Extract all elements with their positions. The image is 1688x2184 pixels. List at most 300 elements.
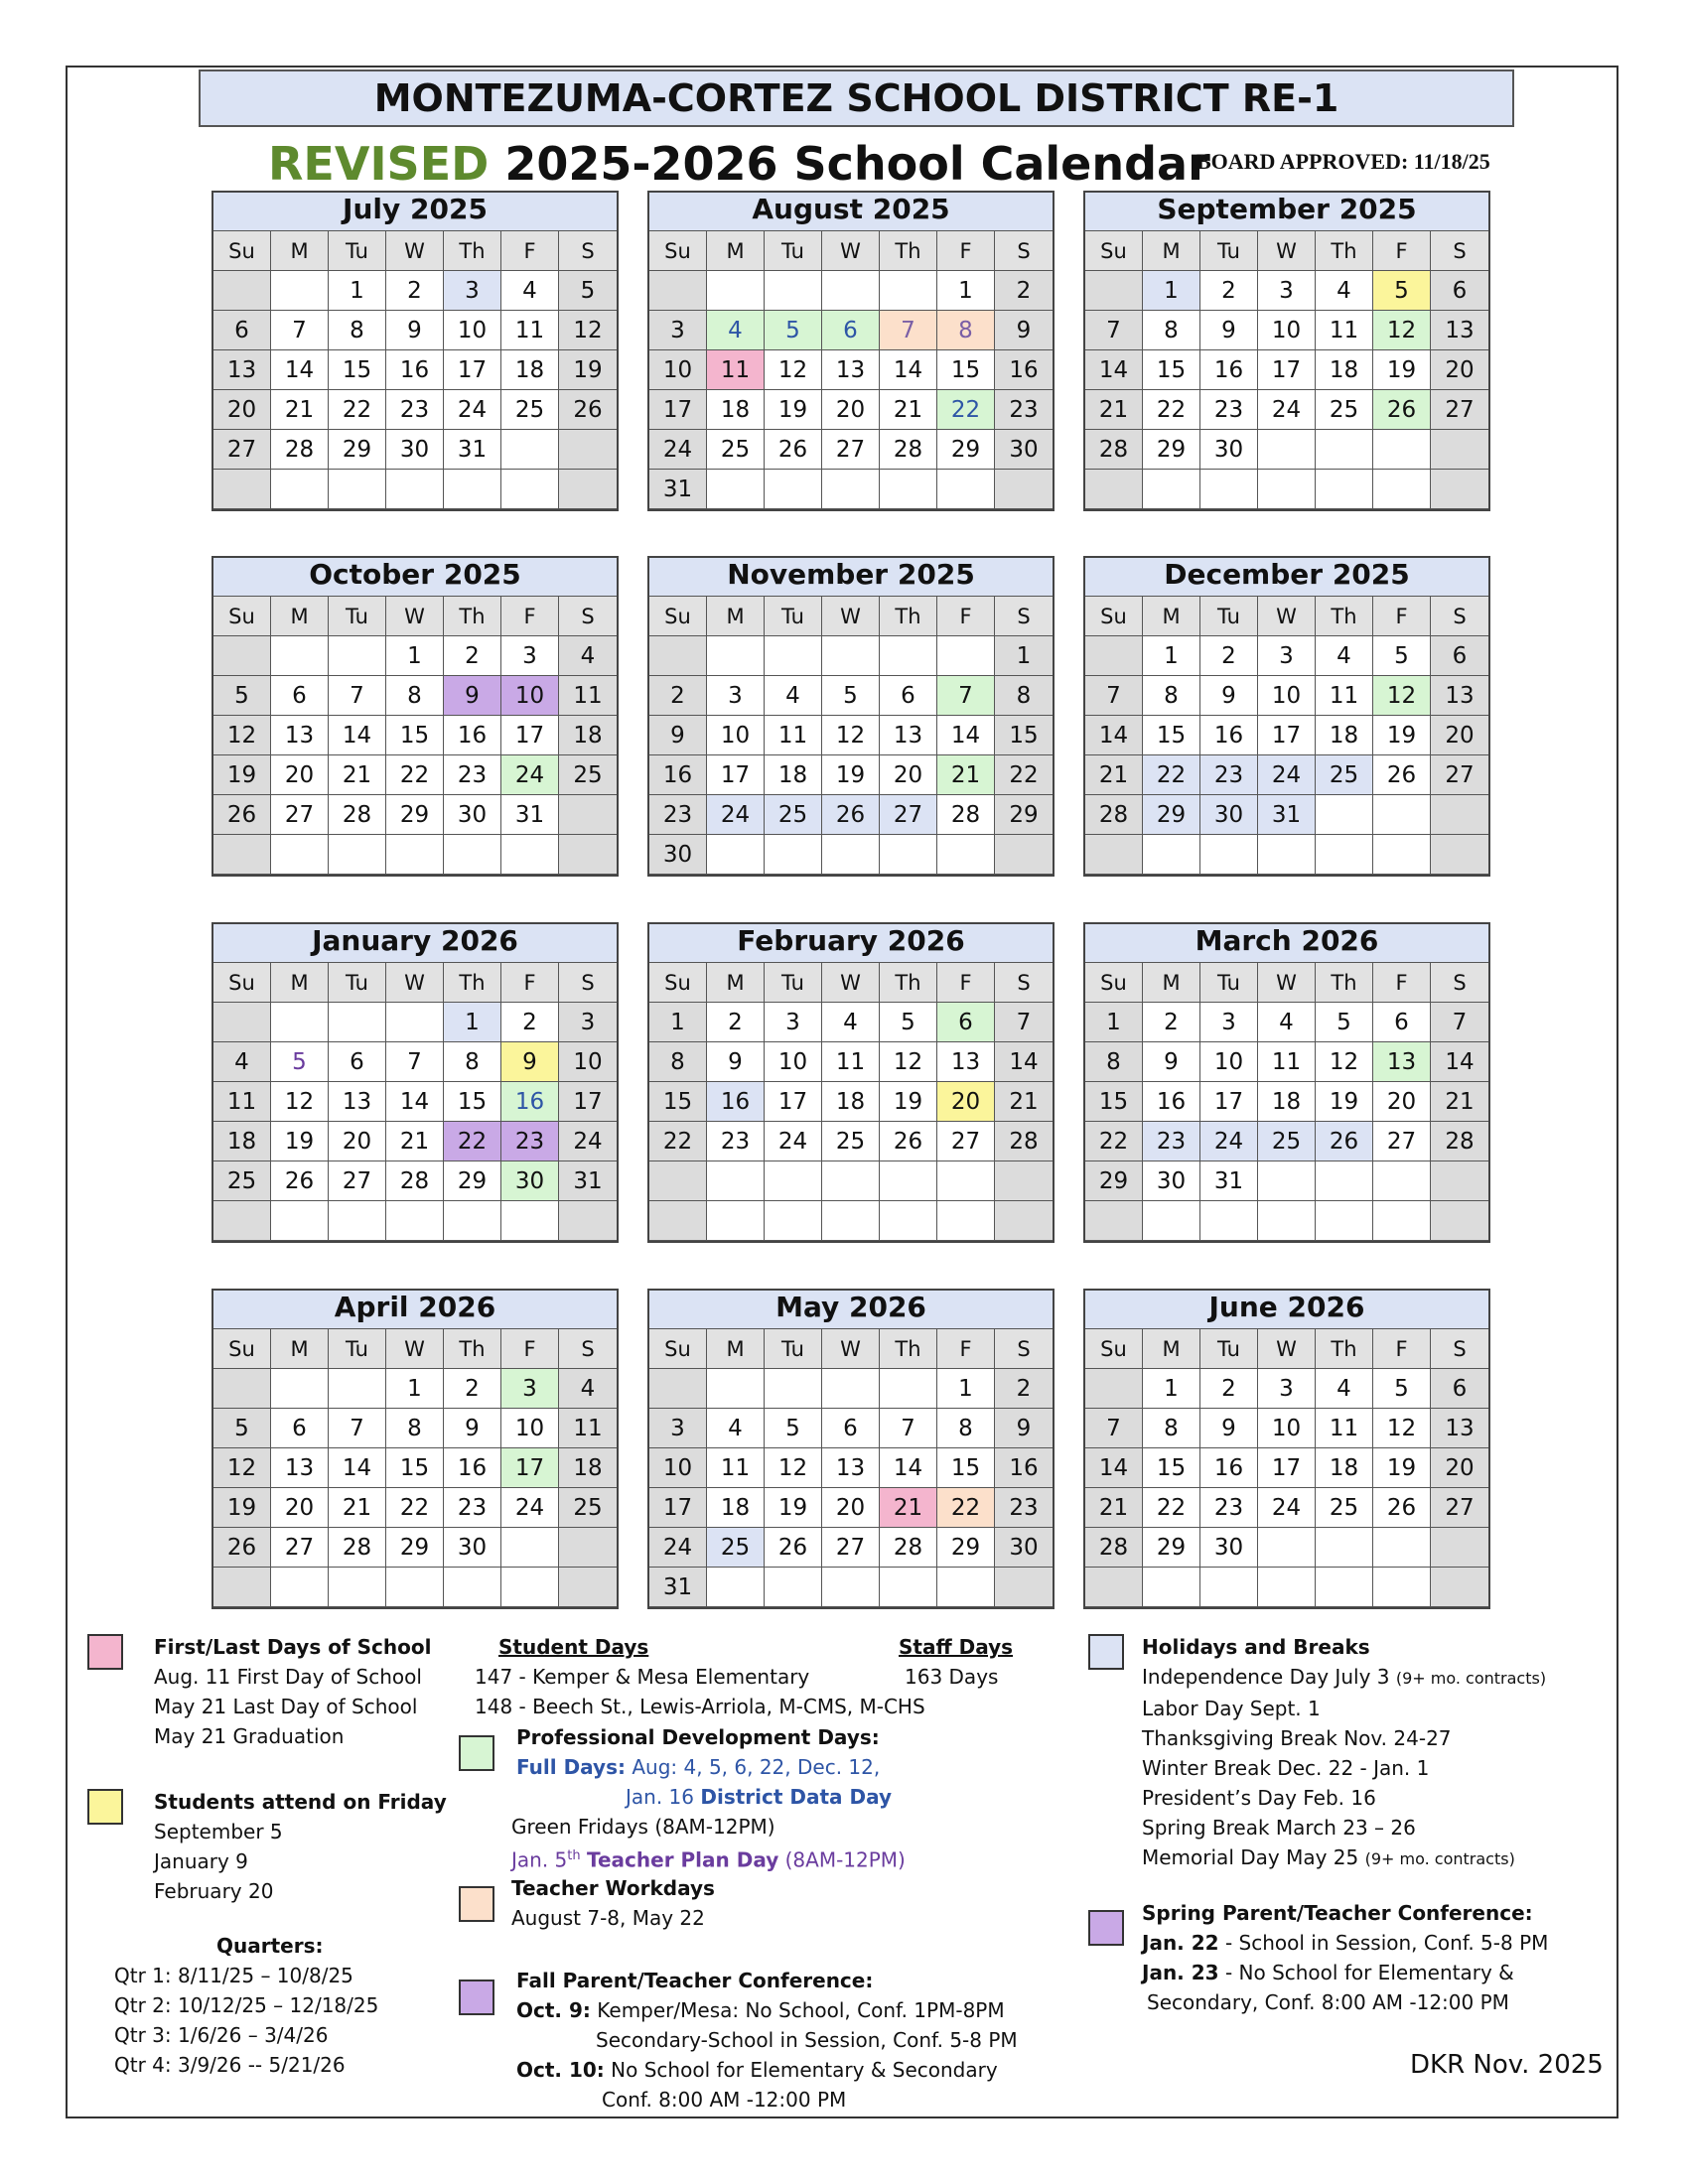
calendar-day: 6	[271, 676, 329, 716]
calendar-day: 26	[213, 795, 271, 835]
calendar-day: 24	[1258, 1488, 1316, 1528]
calendar-day: 31	[649, 1568, 707, 1607]
holiday-line: Winter Break Dec. 22 - Jan. 1	[1142, 1756, 1430, 1780]
calendar-day: 18	[1316, 350, 1373, 390]
holiday-line: Thanksgiving Break Nov. 24-27	[1142, 1726, 1452, 1750]
weekday-header: M	[271, 1329, 329, 1369]
calendar-day: 10	[444, 311, 501, 350]
weekday-header: S	[559, 231, 617, 271]
calendar-day: 22	[1085, 1122, 1143, 1161]
calendar-day: 10	[1258, 311, 1316, 350]
weekday-header: S	[1431, 597, 1488, 636]
calendar-empty-cell	[937, 835, 995, 875]
calendar-day: 14	[937, 716, 995, 755]
calendar-day: 27	[1431, 755, 1488, 795]
calendar-day: 18	[559, 1448, 617, 1488]
calendar-day: 26	[765, 430, 822, 470]
weekday-header: Th	[444, 597, 501, 636]
students-friday-heading: Students attend on Friday	[154, 1790, 447, 1814]
calendar-day: 29	[444, 1161, 501, 1201]
calendar-day: 7	[271, 311, 329, 350]
calendar-day: 1	[1143, 636, 1200, 676]
calendar-day: 10	[501, 1409, 559, 1448]
calendar-day: 13	[880, 716, 937, 755]
calendar-empty-cell	[995, 1568, 1053, 1607]
legend-staff-days	[899, 1632, 1013, 1692]
calendar-day: 19	[880, 1082, 937, 1122]
calendar-day: 4	[707, 311, 765, 350]
calendar-day: 4	[213, 1042, 271, 1082]
calendar-day: 23	[501, 1122, 559, 1161]
teacher-workdays-heading: Teacher Workdays	[511, 1876, 715, 1900]
calendar-day: 12	[765, 350, 822, 390]
calendar-day: 19	[1373, 716, 1431, 755]
fall-conference-swatch	[459, 1979, 494, 2015]
calendar-empty-cell	[559, 430, 617, 470]
calendar-day: 17	[707, 755, 765, 795]
calendar-day: 20	[271, 1488, 329, 1528]
weekday-header: Tu	[1200, 231, 1258, 271]
calendar-empty-cell	[1431, 1568, 1488, 1607]
month-days-grid	[1085, 963, 1488, 1241]
calendar-day: 13	[271, 716, 329, 755]
calendar-day: 9	[1200, 311, 1258, 350]
legend-spring-conference	[1142, 1898, 1548, 2017]
calendar-day: 21	[329, 1488, 386, 1528]
calendar-day: 8	[386, 676, 444, 716]
calendar-day: 15	[329, 350, 386, 390]
calendar-day: 21	[386, 1122, 444, 1161]
students-friday-line: September 5	[154, 1820, 283, 1843]
calendar-day: 15	[1143, 1448, 1200, 1488]
calendar-empty-cell	[444, 470, 501, 509]
calendar-day: 3	[444, 271, 501, 311]
weekday-header: W	[822, 597, 880, 636]
calendar-empty-cell	[213, 1568, 271, 1607]
calendar-day: 7	[329, 676, 386, 716]
calendar-empty-cell	[213, 1003, 271, 1042]
holidays-heading: Holidays and Breaks	[1142, 1635, 1370, 1659]
calendar-day: 29	[1085, 1161, 1143, 1201]
calendar-day: 23	[995, 390, 1053, 430]
weekday-header: Tu	[329, 231, 386, 271]
calendar-day: 21	[880, 390, 937, 430]
calendar-day: 19	[765, 1488, 822, 1528]
calendar-day: 2	[995, 271, 1053, 311]
weekday-header: M	[1143, 963, 1200, 1003]
calendar-day: 28	[880, 1528, 937, 1568]
calendar-day: 16	[1200, 350, 1258, 390]
weekday-header: S	[995, 1329, 1053, 1369]
calendar-empty-cell	[444, 1568, 501, 1607]
calendar-empty-cell	[1316, 470, 1373, 509]
calendar-day: 20	[1373, 1082, 1431, 1122]
calendar-day: 9	[649, 716, 707, 755]
calendar-day: 7	[880, 311, 937, 350]
legend-teacher-workdays	[511, 1873, 715, 1933]
calendar-day: 22	[1143, 1488, 1200, 1528]
independence-note: (9+ mo. contracts)	[1395, 1669, 1547, 1688]
weekday-header: S	[1431, 963, 1488, 1003]
calendar-empty-cell	[880, 1161, 937, 1201]
staff-days-heading: Staff Days	[899, 1635, 1014, 1659]
calendar-empty-cell	[707, 1161, 765, 1201]
calendar-empty-cell	[880, 1369, 937, 1409]
calendar-day: 7	[880, 1409, 937, 1448]
calendar-day: 18	[765, 755, 822, 795]
quarter-line: Qtr 4: 3/9/26 -- 5/21/26	[114, 2053, 346, 2077]
calendar-empty-cell	[822, 1369, 880, 1409]
calendar-empty-cell	[1316, 1161, 1373, 1201]
calendar-day: 2	[444, 636, 501, 676]
calendar-day: 24	[649, 1528, 707, 1568]
legend-holidays	[1142, 1632, 1546, 1874]
jan23-line2: Secondary, Conf. 8:00 AM -12:00 PM	[1147, 1990, 1509, 2014]
calendar-day: 20	[822, 1488, 880, 1528]
weekday-header: M	[707, 231, 765, 271]
calendar-day: 24	[501, 755, 559, 795]
weekday-header: F	[937, 963, 995, 1003]
calendar-day: 24	[1258, 390, 1316, 430]
calendar-empty-cell	[271, 1201, 329, 1241]
weekday-header: S	[995, 597, 1053, 636]
calendar-day: 20	[1431, 350, 1488, 390]
weekday-header: W	[386, 1329, 444, 1369]
calendar-empty-cell	[213, 470, 271, 509]
weekday-header: S	[995, 231, 1053, 271]
calendar-day: 31	[501, 795, 559, 835]
calendar-day: 3	[501, 1369, 559, 1409]
calendar-empty-cell	[649, 1161, 707, 1201]
calendar-day: 17	[1258, 1448, 1316, 1488]
oct10-label: Oct. 10:	[516, 2058, 605, 2082]
calendar-empty-cell	[444, 835, 501, 875]
calendar-day: 23	[1200, 755, 1258, 795]
calendar-day: 3	[501, 636, 559, 676]
calendar-day: 28	[271, 430, 329, 470]
oct10-line1: No School for Elementary & Secondary	[611, 2058, 998, 2082]
calendar-day: 22	[444, 1122, 501, 1161]
weekday-header: F	[501, 1329, 559, 1369]
memorial-day: Memorial Day May 25	[1142, 1845, 1359, 1869]
calendar-day: 16	[1200, 1448, 1258, 1488]
month-calendar	[1083, 191, 1490, 511]
weekday-header: Su	[649, 231, 707, 271]
calendar-empty-cell	[1085, 636, 1143, 676]
calendar-day: 13	[937, 1042, 995, 1082]
weekday-header: Tu	[765, 597, 822, 636]
calendar-day: 15	[995, 716, 1053, 755]
calendar-day: 6	[880, 676, 937, 716]
calendar-day: 14	[271, 350, 329, 390]
first-last-line: May 21 Graduation	[154, 1724, 345, 1748]
calendar-day: 26	[213, 1528, 271, 1568]
calendar-day: 16	[649, 755, 707, 795]
calendar-day: 1	[1143, 271, 1200, 311]
calendar-day: 14	[995, 1042, 1053, 1082]
green-fridays: Green Fridays (8AM-12PM)	[511, 1815, 775, 1839]
calendar-day: 15	[649, 1082, 707, 1122]
weekday-header: F	[937, 597, 995, 636]
calendar-day: 18	[1316, 1448, 1373, 1488]
calendar-day: 25	[1258, 1122, 1316, 1161]
calendar-empty-cell	[501, 1528, 559, 1568]
calendar-day: 24	[707, 795, 765, 835]
footer-credit: DKR Nov. 2025	[1410, 2050, 1604, 2080]
weekday-header: M	[271, 231, 329, 271]
calendar-day: 26	[880, 1122, 937, 1161]
weekday-header: W	[1258, 231, 1316, 271]
calendar-empty-cell	[386, 1003, 444, 1042]
calendar-day: 29	[995, 795, 1053, 835]
calendar-day: 28	[1085, 1528, 1143, 1568]
calendar-day: 23	[707, 1122, 765, 1161]
weekday-header: Th	[444, 231, 501, 271]
calendar-empty-cell	[995, 835, 1053, 875]
calendar-empty-cell	[649, 1369, 707, 1409]
calendar-day: 5	[1373, 271, 1431, 311]
calendar-day: 17	[1258, 716, 1316, 755]
calendar-day: 11	[707, 1448, 765, 1488]
weekday-header: W	[386, 963, 444, 1003]
calendar-day: 11	[213, 1082, 271, 1122]
weekday-header: F	[1373, 597, 1431, 636]
calendar-empty-cell	[1373, 1528, 1431, 1568]
calendar-empty-cell	[880, 271, 937, 311]
calendar-empty-cell	[271, 1369, 329, 1409]
calendar-empty-cell	[1143, 835, 1200, 875]
calendar-day: 2	[995, 1369, 1053, 1409]
weekday-header: Th	[1316, 963, 1373, 1003]
quarters-heading: Quarters:	[216, 1934, 324, 1958]
calendar-empty-cell	[329, 1568, 386, 1607]
calendar-day: 13	[822, 1448, 880, 1488]
weekday-header: F	[1373, 963, 1431, 1003]
calendar-day: 30	[995, 1528, 1053, 1568]
calendar-day: 7	[1085, 1409, 1143, 1448]
calendar-day: 13	[1431, 311, 1488, 350]
weekday-header: S	[559, 1329, 617, 1369]
calendar-day: 21	[271, 390, 329, 430]
calendar-empty-cell	[386, 1201, 444, 1241]
calendar-day: 21	[880, 1488, 937, 1528]
calendar-empty-cell	[559, 1201, 617, 1241]
calendar-day: 20	[880, 755, 937, 795]
weekday-header: F	[501, 963, 559, 1003]
legend-fall-conference	[516, 1966, 1018, 2115]
calendar-empty-cell	[765, 1161, 822, 1201]
calendar-day: 16	[1200, 716, 1258, 755]
calendar-day: 2	[444, 1369, 501, 1409]
calendar-empty-cell	[1431, 835, 1488, 875]
calendar-day: 3	[765, 1003, 822, 1042]
calendar-day: 24	[559, 1122, 617, 1161]
calendar-empty-cell	[707, 1201, 765, 1241]
calendar-day: 12	[1373, 1409, 1431, 1448]
calendar-day: 5	[1373, 636, 1431, 676]
calendar-day: 4	[559, 636, 617, 676]
calendar-empty-cell	[501, 470, 559, 509]
calendar-empty-cell	[1258, 430, 1316, 470]
calendar-day: 13	[271, 1448, 329, 1488]
calendar-day: 10	[1258, 676, 1316, 716]
calendar-empty-cell	[444, 1201, 501, 1241]
weekday-header: S	[1431, 1329, 1488, 1369]
weekday-header: Su	[213, 231, 271, 271]
calendar-empty-cell	[1316, 1528, 1373, 1568]
legend-student-days	[475, 1632, 925, 1721]
calendar-empty-cell	[822, 835, 880, 875]
calendar-day: 31	[1200, 1161, 1258, 1201]
calendar-empty-cell	[213, 271, 271, 311]
calendar-day: 18	[1258, 1082, 1316, 1122]
calendar-day: 11	[1316, 676, 1373, 716]
calendar-day: 8	[995, 676, 1053, 716]
calendar-day: 15	[386, 716, 444, 755]
memorial-note: (9+ mo. contracts)	[1364, 1849, 1515, 1868]
calendar-day: 26	[1373, 755, 1431, 795]
calendar-day: 31	[1258, 795, 1316, 835]
calendar-day: 11	[559, 676, 617, 716]
calendar-empty-cell	[880, 1568, 937, 1607]
calendar-empty-cell	[1316, 835, 1373, 875]
calendar-day: 14	[1085, 350, 1143, 390]
calendar-empty-cell	[329, 1201, 386, 1241]
calendar-day: 23	[1200, 1488, 1258, 1528]
calendar-empty-cell	[1373, 1568, 1431, 1607]
calendar-day: 9	[1200, 1409, 1258, 1448]
calendar-day: 28	[880, 430, 937, 470]
calendar-day: 22	[937, 1488, 995, 1528]
calendar-day: 3	[559, 1003, 617, 1042]
legend-quarters	[114, 1931, 378, 2080]
calendar-day: 21	[1085, 1488, 1143, 1528]
calendar-day: 28	[386, 1161, 444, 1201]
calendar-day: 7	[329, 1409, 386, 1448]
calendar-day: 28	[329, 795, 386, 835]
calendar-day: 6	[1431, 1369, 1488, 1409]
calendar-empty-cell	[937, 636, 995, 676]
calendar-empty-cell	[707, 835, 765, 875]
weekday-header: Tu	[329, 597, 386, 636]
weekday-header: W	[1258, 597, 1316, 636]
weekday-header: Th	[444, 1329, 501, 1369]
weekday-header: M	[707, 963, 765, 1003]
calendar-day: 8	[1143, 1409, 1200, 1448]
calendar-day: 19	[822, 755, 880, 795]
calendar-day: 17	[559, 1082, 617, 1122]
calendar-day: 5	[1373, 1369, 1431, 1409]
month-days-grid	[649, 597, 1053, 875]
calendar-day: 10	[1200, 1042, 1258, 1082]
calendar-empty-cell	[1316, 1568, 1373, 1607]
calendar-empty-cell	[707, 271, 765, 311]
weekday-header: F	[1373, 231, 1431, 271]
month-days-grid	[1085, 1329, 1488, 1607]
calendar-empty-cell	[559, 1568, 617, 1607]
month-calendar	[647, 191, 1055, 511]
calendar-empty-cell	[1143, 1568, 1200, 1607]
calendar-day: 31	[559, 1161, 617, 1201]
calendar-day: 25	[822, 1122, 880, 1161]
calendar-day: 30	[444, 1528, 501, 1568]
calendar-day: 17	[501, 716, 559, 755]
plan-day-sup: th	[567, 1848, 581, 1863]
calendar-day: 17	[649, 1488, 707, 1528]
calendar-day: 29	[329, 430, 386, 470]
calendar-day: 16	[995, 350, 1053, 390]
calendar-day: 3	[1258, 271, 1316, 311]
calendar-day: 10	[649, 1448, 707, 1488]
calendar-empty-cell	[1085, 1568, 1143, 1607]
calendar-day: 30	[501, 1161, 559, 1201]
calendar-empty-cell	[1373, 795, 1431, 835]
pd-full-label: Full Days:	[516, 1755, 626, 1779]
month-title: October 2025	[213, 558, 617, 597]
calendar-empty-cell	[501, 1201, 559, 1241]
month-calendar	[1083, 556, 1490, 877]
calendar-day: 29	[937, 430, 995, 470]
calendar-day: 23	[386, 390, 444, 430]
calendar-day: 9	[386, 311, 444, 350]
calendar-day: 11	[501, 311, 559, 350]
month-title: July 2025	[213, 193, 617, 231]
calendar-day: 25	[707, 1528, 765, 1568]
calendar-day: 27	[937, 1122, 995, 1161]
calendar-day: 1	[329, 271, 386, 311]
calendar-day: 12	[1373, 676, 1431, 716]
weekday-header: Su	[649, 1329, 707, 1369]
weekday-header: M	[271, 597, 329, 636]
staff-days-value: 163 Days	[905, 1665, 999, 1689]
calendar-day: 26	[1373, 1488, 1431, 1528]
calendar-day: 23	[1143, 1122, 1200, 1161]
weekday-header: M	[1143, 1329, 1200, 1369]
calendar-day: 1	[386, 636, 444, 676]
calendar-empty-cell	[1431, 795, 1488, 835]
calendar-empty-cell	[880, 636, 937, 676]
calendar-empty-cell	[1373, 430, 1431, 470]
calendar-day: 26	[1316, 1122, 1373, 1161]
month-days-grid	[213, 963, 617, 1241]
calendar-day: 12	[213, 1448, 271, 1488]
calendar-empty-cell	[707, 636, 765, 676]
calendar-day: 1	[386, 1369, 444, 1409]
weekday-header: W	[1258, 963, 1316, 1003]
calendar-day: 23	[649, 795, 707, 835]
calendar-day: 11	[1316, 311, 1373, 350]
calendar-day: 18	[707, 1488, 765, 1528]
calendar-day: 9	[444, 1409, 501, 1448]
calendar-empty-cell	[1085, 835, 1143, 875]
calendar-day: 10	[649, 350, 707, 390]
students-friday-line: January 9	[154, 1849, 248, 1873]
plan-day-date: Jan. 5	[511, 1847, 568, 1872]
calendar-empty-cell	[937, 470, 995, 509]
calendar-empty-cell	[995, 1161, 1053, 1201]
calendar-day: 25	[765, 795, 822, 835]
legend-first-last	[154, 1632, 431, 1751]
calendar-day: 8	[1143, 311, 1200, 350]
quarter-line: Qtr 1: 8/11/25 – 10/8/25	[114, 1964, 353, 1987]
weekday-header: Su	[649, 597, 707, 636]
calendar-day: 7	[995, 1003, 1053, 1042]
calendar-empty-cell	[1431, 470, 1488, 509]
calendar-title	[268, 135, 1210, 193]
month-days-grid	[213, 231, 617, 509]
calendar-day: 19	[213, 755, 271, 795]
weekday-header: Su	[1085, 963, 1143, 1003]
